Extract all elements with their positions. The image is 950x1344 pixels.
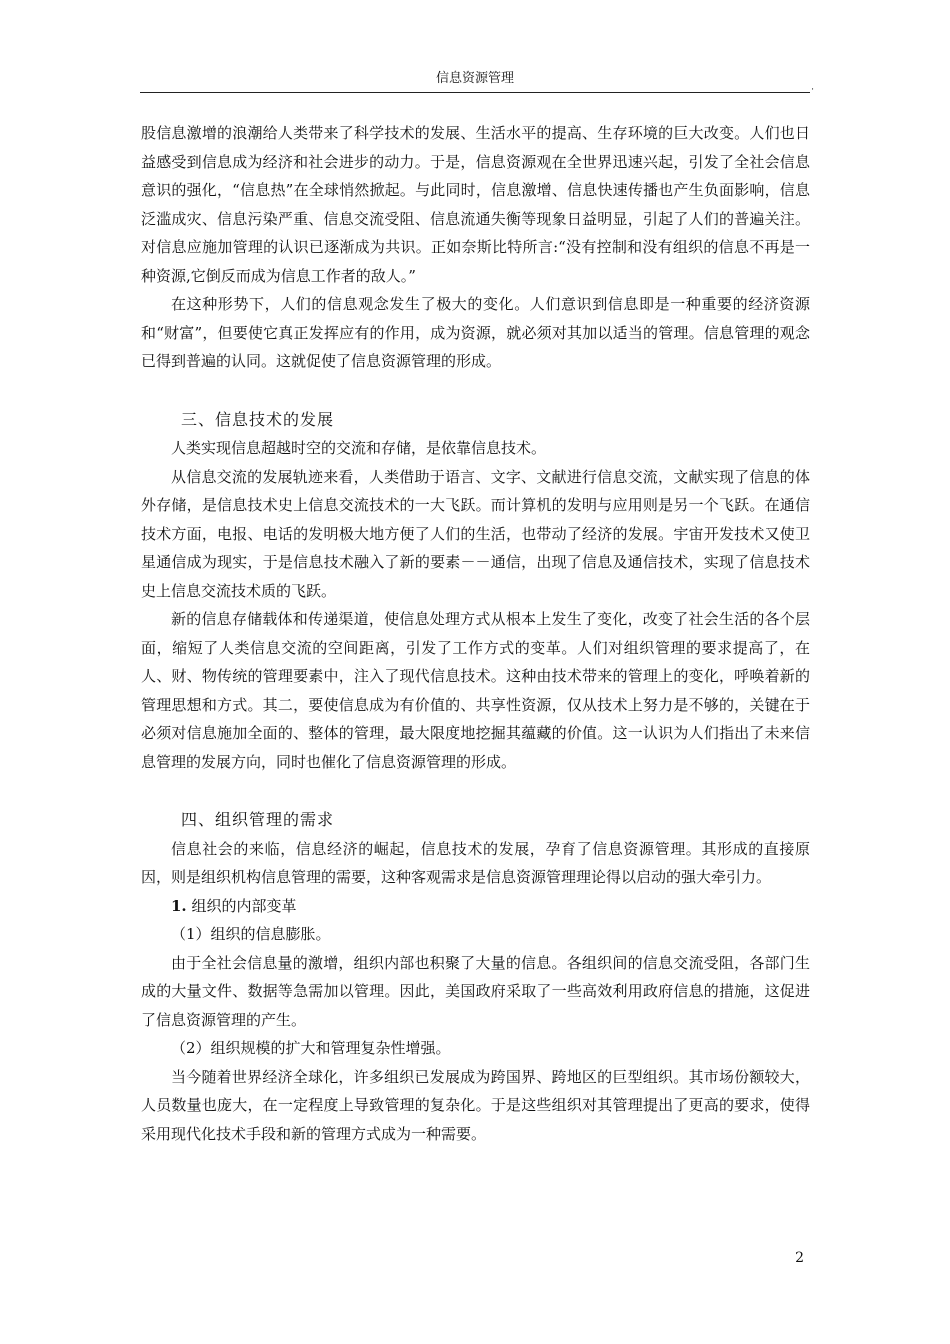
spacer <box>141 376 810 406</box>
header-mark: · <box>811 85 814 95</box>
paragraph: 由于全社会信息量的激增，组织内部也积聚了大量的信息。各组织间的信息交流受阻，各部门生成的大量文件、数据等急需加以管理。因此，美国政府采取了一些高效利用政府信息的措施，这促进了信息资源管理的产生。 <box>141 953 810 1029</box>
list-item: （1）组织的信息膨胀。 <box>171 925 331 943</box>
subheading-title: 组织的内部变革 <box>191 896 297 915</box>
paragraph: 新的信息存储载体和传递渠道，使信息处理方式从根本上发生了变化，改变了社会生活的各个层面，缩短了人类信息交流的空间距离，引发了工作方式的变革。人们对组织管理的要求提高了，在人、财、物传统的管理要素中，注入了现代信息技术。这种由技术带来的管理上的变化，呼唤着新的管理思想和方式。其二，要使信息成为有价值的、共享性资源，仅从技术上努力是不够的，关键在于必须对信息施加全面的、整体的管理，最大限度地挖掘其蕴藏的价值。这一认识为人们指出了未来信息管理的发展方向，同时也催化了信息资源管理的形成。 <box>141 610 810 771</box>
section-heading-4: 四、组织管理的需求 <box>181 810 335 829</box>
list-item: （2）组织规模的扩大和管理复杂性增强。 <box>171 1039 451 1057</box>
header-title: 信息资源管理 <box>435 71 514 86</box>
paragraph: 当今随着世界经济全球化，许多组织已发展成为跨国界、跨地区的巨型组织。其市场份额较大，人员数量也庞大，在一定程度上导致管理的复杂化。于是这些组织对其管理提出了更高的要求，使得采用现代化技术手段和新的管理方式成为一种需要。 <box>141 1067 810 1143</box>
subheading <box>141 892 810 921</box>
page-number: 2 <box>795 1250 804 1266</box>
paragraph: 人类实现信息超越时空的交流和存储，是依靠信息技术。 <box>171 439 547 457</box>
paragraph: 股信息激增的浪潮给人类带来了科学技术的发展、生活水平的提高、生存环境的巨大改变。人们也日益感受到信息成为经济和社会进步的动力。于是，信息资源观在全世界迅速兴起，引发了全社会信息意识的强化，“信息热”在全球悄然掀起。与此同时，信息激增、信息快速传播也产生负面影响，信息泛滥成灾、信息污染严重、信息交流受阻、信息流通失衡等现象日益明显，引起了人们的普遍关注。对信息应施加管理的认识已逐渐成为共识。正如奈斯比特所言:“没有控制和没有组织的信息不再是一种资源,它倒反而成为信息工作者的敌人。” <box>141 124 810 285</box>
document-body <box>141 119 810 1148</box>
section-heading-3: 三、信息技术的发展 <box>181 409 335 429</box>
spacer <box>141 776 810 806</box>
paragraph: 从信息交流的发展轨迹来看，人类借助于语言、文字、文献进行信息交流，文献实现了信息的体外存储，是信息技术史上信息交流技术的一大飞跃。而计算机的发明与应用则是另一个飞跃。在通信技术方面，电报、电话的发明极大地方便了人们的生活，也带动了经济的发展。宇宙开发技术又使卫星通信成为现实，于是信息技术融入了新的要素－－通信，出现了信息及通信技术，实现了信息技术史上信息交流技术质的飞跃。 <box>141 467 810 600</box>
paragraph: 在这种形势下，人们的信息观念发生了极大的变化。人们意识到信息即是一种重要的经济资源和“财富”，但要使它真正发挥应有的作用，成为资源，就必须对其加以适当的管理。信息管理的观念已得到普遍的认同。这就促使了信息资源管理的形成。 <box>141 295 810 370</box>
page-header <box>140 70 814 95</box>
subheading-number: 1. <box>171 896 187 915</box>
paragraph: 信息社会的来临，信息经济的崛起，信息技术的发展，孕育了信息资源管理。其形成的直接原因，则是组织机构信息管理的需要，这种客观需求是信息资源管理理论得以启动的强大牵引力。 <box>141 839 810 886</box>
